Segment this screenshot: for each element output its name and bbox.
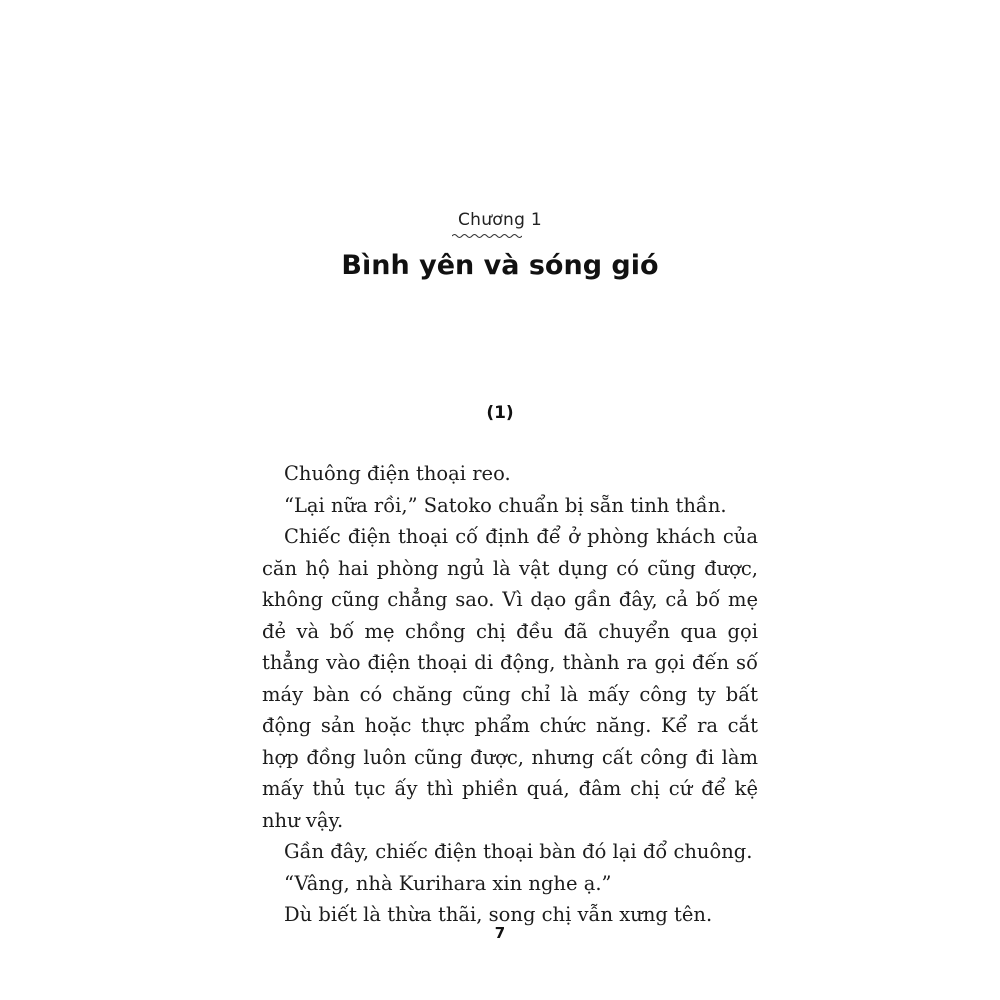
- wavy-underline-ornament: [452, 232, 522, 240]
- paragraph: Dù biết là thừa thãi, song chị vẫn xưng tên.: [284, 903, 713, 926]
- paragraph: Chuông điện thoại reo.: [284, 462, 511, 485]
- paragraph: Chiếc điện thoại cố định để ở phòng khách của căn hộ hai phòng ngủ là vật dụng có cũng được, không cũng chẳng sao. Vì dạo gần đây, cả bố mẹ đẻ và bố mẹ chồng chị đều đã chuyển qua gọi thẳng vào điện thoại di động, thành ra gọi đến số máy bàn có chăng cũng chỉ là mấy công ty bất động sản hoặc thực phẩm chức năng. Kể ra cắt hợp đồng luôn cũng được, nhưng cất công đi làm mấy thủ tục ấy thì phiền quá, đâm chị cứ để kệ như vậy.: [262, 525, 758, 832]
- page-number: 7: [494, 924, 506, 942]
- chapter-title: Bình yên và sóng gió: [341, 250, 659, 281]
- chapter-label: Chương 1: [457, 210, 542, 230]
- paragraph: “Lại nữa rồi,” Satoko chuẩn bị sẵn tinh thần.: [284, 493, 727, 517]
- paragraph: Gần đây, chiếc điện thoại bàn đó lại đổ chuông.: [284, 840, 753, 863]
- body-text: [262, 458, 758, 931]
- paragraph: “Vâng, nhà Kurihara xin nghe ạ.”: [284, 871, 612, 895]
- section-number: (1): [486, 403, 514, 423]
